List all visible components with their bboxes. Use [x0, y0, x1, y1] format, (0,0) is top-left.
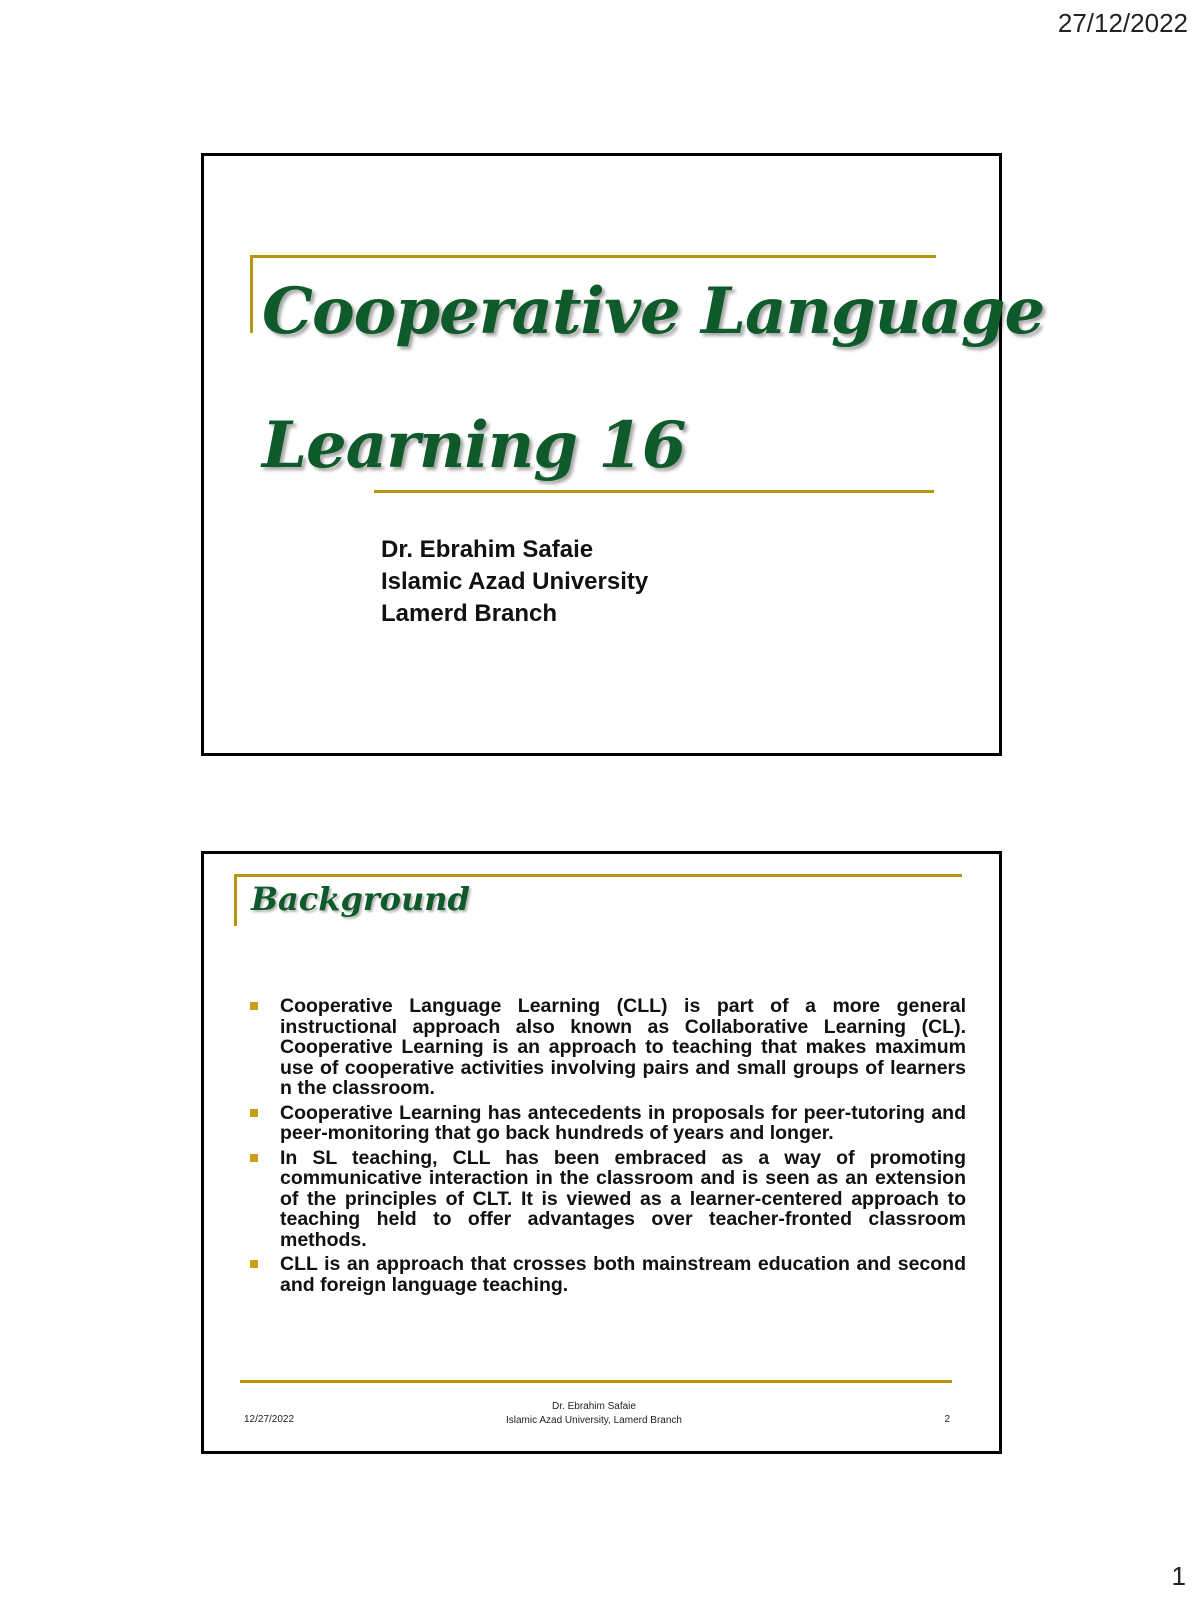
- square-bullet-icon: [250, 1002, 258, 1010]
- author-name: Dr. Ebrahim Safaie: [381, 536, 594, 563]
- bullet-text: In SL teaching, CLL has been embraced as a way of promoting communicative interaction in the classroom and is seen as an extension of the principles of CLT. It is viewed as a learner-centered approach to teaching held to offer advantages over teacher-fronted classroom methods.: [280, 1146, 966, 1251]
- author-branch: Lamerd Branch: [381, 600, 558, 627]
- list-item: [248, 1148, 966, 1251]
- slide-heading: Background: [251, 880, 470, 918]
- slide-title-line-2: Learning 16: [262, 408, 686, 483]
- footer-rule: [240, 1380, 952, 1383]
- list-item: [248, 1103, 966, 1144]
- page-number: 1: [1171, 1561, 1186, 1591]
- bullet-text: CLL is an approach that crosses both mainstream education and second and foreign language teaching.: [280, 1253, 966, 1296]
- bullet-text: Cooperative Learning has antecedents in proposals for peer-tutoring and peer-monitoring that go back hundreds of years and longer.: [280, 1101, 966, 1144]
- title-left-rule: [250, 255, 253, 333]
- footer-date: 12/27/2022: [244, 1414, 295, 1425]
- square-bullet-icon: [250, 1109, 258, 1117]
- footer-slide-number: 2: [944, 1414, 950, 1425]
- title-bottom-rule: [374, 490, 934, 493]
- background-slide: [201, 851, 1002, 1454]
- square-bullet-icon: [250, 1154, 258, 1162]
- list-item: [248, 1254, 966, 1295]
- heading-left-rule: [234, 874, 237, 926]
- slide-title-line-1: Cooperative Language: [262, 274, 1045, 349]
- bullet-text: Cooperative Language Learning (CLL) is part of a more general instructional approach also known as Collaborative Learning (CL). Cooperative Learning is an approach to teaching that makes maximum use of cooperative activities involving pairs and small groups of learners n the classroom.: [280, 995, 966, 1099]
- title-top-rule: [250, 255, 936, 258]
- list-item: [248, 996, 966, 1099]
- square-bullet-icon: [250, 1260, 258, 1268]
- title-slide: [201, 153, 1045, 756]
- bullet-list: [248, 996, 966, 1299]
- page-date: 27/12/2022: [1057, 8, 1188, 38]
- author-block: [381, 534, 648, 630]
- footer-attribution: [474, 1400, 714, 1428]
- footer-author: Dr. Ebrahim Safaie: [552, 1401, 636, 1412]
- author-institution: Islamic Azad University: [381, 568, 649, 595]
- footer-institution: Islamic Azad University, Lamerd Branch: [506, 1415, 682, 1426]
- heading-top-rule: [234, 874, 962, 877]
